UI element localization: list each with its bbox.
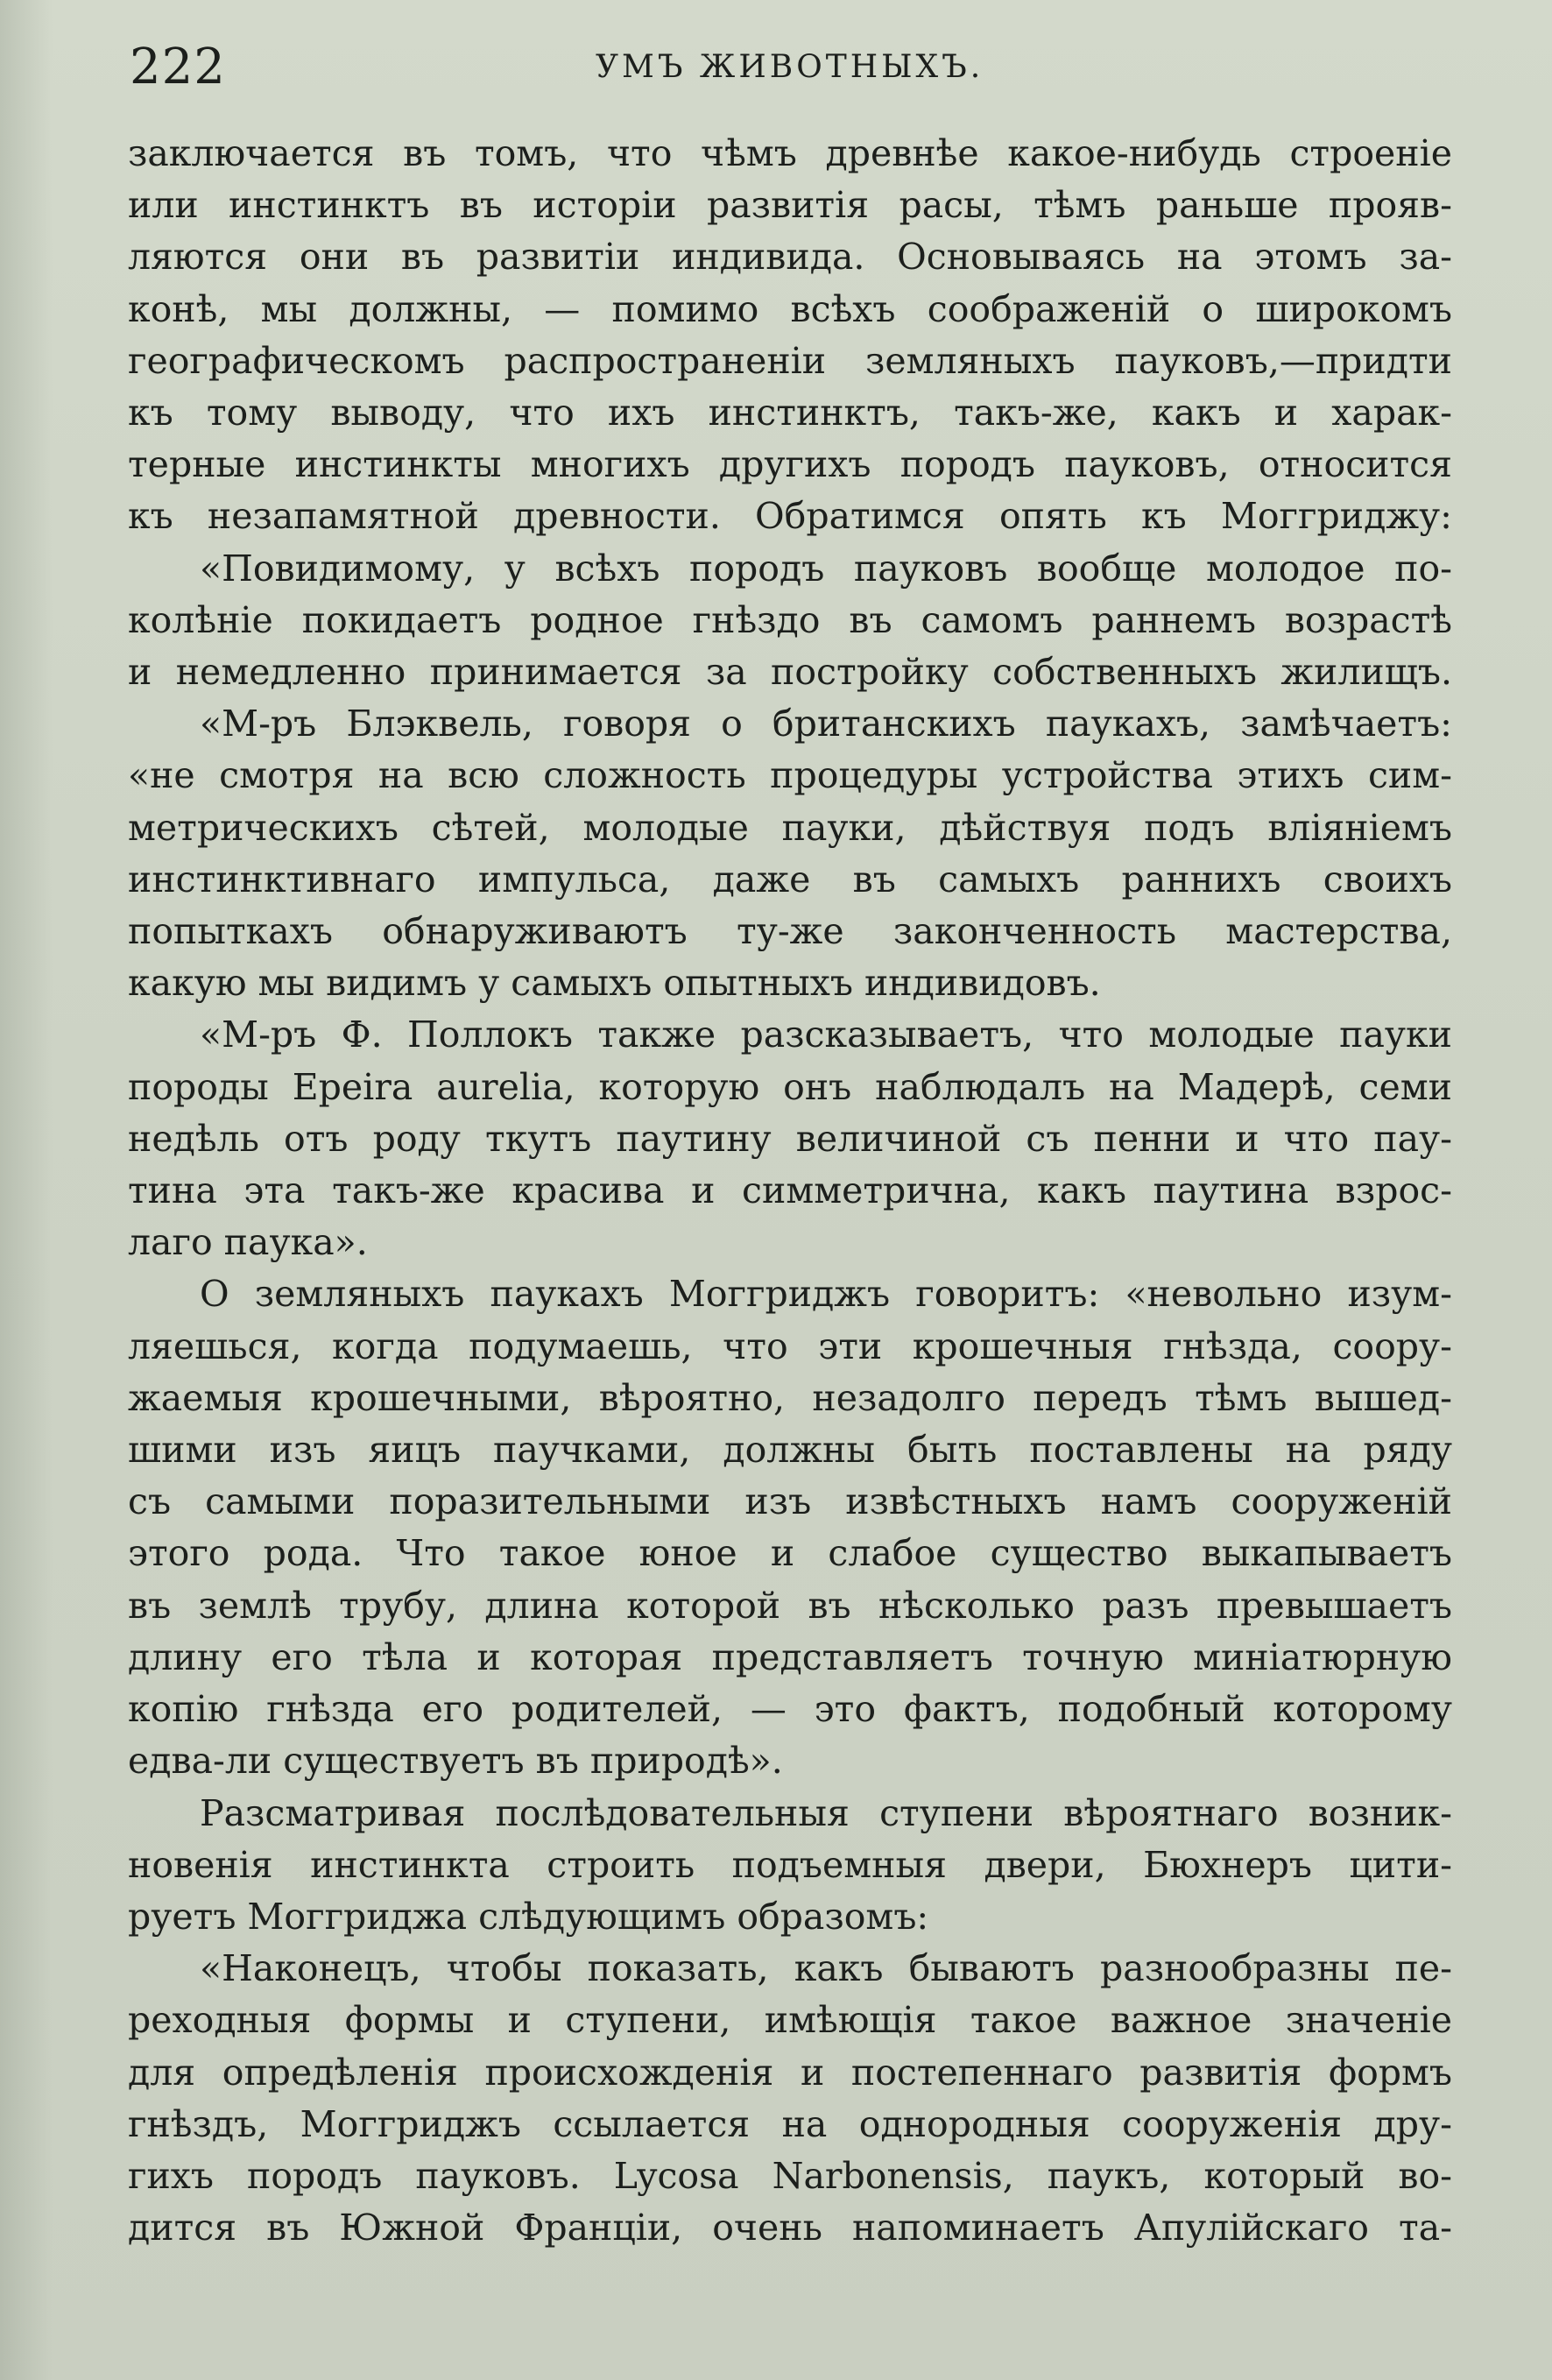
text-line: «М-ръ Блэквель, говоря о британскихъ паукахъ, замѣчаетъ:	[200, 703, 1452, 745]
text-line: Разсматривая послѣдовательныя ступени вѣроятнаго возник-	[200, 1791, 1452, 1834]
text-line: терные инстинкты многихъ другихъ породъ пауковъ, относится	[128, 443, 1452, 486]
text-line: съ самыми поразительными изъ извѣстныхъ намъ сооруженій	[128, 1480, 1452, 1523]
text-line: недѣль отъ роду ткутъ паутину величиной съ пенни и что пау-	[128, 1117, 1452, 1160]
text-line: конѣ, мы должны, — помимо всѣхъ соображеній о широкомъ	[128, 287, 1452, 330]
text-line: колѣніе покидаетъ родное гнѣздо въ самомъ раннемъ возрастѣ	[128, 598, 1452, 641]
text-line: тина эта такъ-же красива и симметрична, какъ паутина взрос-	[128, 1169, 1452, 1212]
text-line: въ землѣ трубу, длина которой въ нѣсколько разъ превышаетъ	[128, 1584, 1452, 1627]
text-line: едва-ли существуетъ въ природѣ».	[128, 1740, 783, 1783]
paragraph-3	[128, 698, 1452, 1009]
page-number: 222	[130, 39, 226, 95]
paragraph-1	[128, 128, 1452, 543]
text-line: ляешься, когда подумаешь, что эти крошечныя гнѣзда, соору-	[128, 1324, 1452, 1367]
text-line: къ тому выводу, что ихъ инстинктъ, такъ-же, какъ и харак-	[128, 392, 1452, 434]
text-line: шими изъ яицъ паучками, должны быть поставлены на ряду	[128, 1429, 1452, 1472]
running-head	[123, 35, 1454, 105]
paragraph-2	[128, 543, 1452, 699]
text-line: «не смотря на всю сложность процедуры устройства этихъ сим-	[128, 754, 1452, 797]
text-line: попыткахъ обнаруживаютъ ту-же законченность мастерства,	[128, 910, 1452, 953]
text-line: или инстинктъ въ исторіи развитія расы, тѣмъ раньше прояв-	[128, 184, 1452, 227]
text-line: заключается въ томъ, что чѣмъ древнѣе какое-нибудь строеніе	[128, 132, 1452, 174]
text-line: «Повидимому, у всѣхъ породъ пауковъ вообще молодое по-	[200, 547, 1452, 590]
text-line: породы Epeira aurelia, которую онъ наблюдалъ на Мадерѣ, семи	[128, 1065, 1452, 1108]
text-line: и немедленно принимается за постройку собственныхъ жилищъ.	[128, 651, 1452, 694]
text-line: длину его тѣла и которая представляетъ точную миніатюрную	[128, 1635, 1452, 1678]
text-line: къ незапамятной древности. Обратимся опять къ Моггриджу:	[128, 495, 1452, 538]
text-line: для опредѣленія происхожденія и постепеннаго развитія формъ	[128, 2051, 1452, 2094]
paragraph-5	[128, 1268, 1452, 1787]
text-line: копію гнѣзда его родителей, — это фактъ, подобный которому	[128, 1688, 1452, 1731]
text-line: гнѣздъ, Моггриджъ ссылается на однородныя сооруженія дру-	[128, 2102, 1452, 2145]
text-line: новенія инстинкта строить подъемныя двери, Бюхнеръ цити-	[128, 1843, 1452, 1886]
running-title: УМЪ ЖИВОТНЫХЪ.	[596, 49, 984, 85]
text-line: гихъ породъ пауковъ. Lycosa Narbonensis, паукъ, который во-	[128, 2154, 1452, 2197]
text-line: метрическихъ сѣтей, молодые пауки, дѣйствуя подъ вліяніемъ	[128, 806, 1452, 849]
text-line: лаго паука».	[128, 1221, 368, 1264]
text-line: этого рода. Что такое юное и слабое существо выкапываетъ	[128, 1532, 1452, 1575]
text-line: О земляныхъ паукахъ Моггриджъ говоритъ: «невольно изум-	[200, 1273, 1452, 1316]
text-line: дится въ Южной Франціи, очень напоминаетъ Апулійскаго та-	[128, 2207, 1452, 2249]
paragraph-4	[128, 1009, 1452, 1268]
text-line: географическомъ распространеніи земляныхъ пауковъ,—придти	[128, 339, 1452, 382]
text-line: инстинктивнаго импульса, даже въ самыхъ раннихъ своихъ	[128, 858, 1452, 900]
text-line: какую мы видимъ у самыхъ опытныхъ индивидовъ.	[128, 962, 1101, 1005]
paragraph-6	[128, 1788, 1452, 1944]
page-edge-shadow	[0, 0, 53, 2380]
body-text	[128, 128, 1452, 2254]
text-line: «Наконецъ, чтобы показать, какъ бываютъ разнообразны пе-	[200, 1947, 1452, 1990]
text-line: руетъ Моггриджа слѣдующимъ образомъ:	[128, 1895, 929, 1938]
text-line: реходныя формы и ступени, имѣющія такое важное значеніе	[128, 1999, 1452, 2042]
text-line: жаемыя крошечными, вѣроятно, незадолго передъ тѣмъ вышед-	[128, 1376, 1452, 1419]
paragraph-7	[128, 1943, 1452, 2254]
text-line: ляются они въ развитіи индивида. Основываясь на этомъ за-	[128, 236, 1452, 279]
text-line: «М-ръ Ф. Поллокъ также разсказываетъ, что молодые пауки	[200, 1013, 1452, 1056]
